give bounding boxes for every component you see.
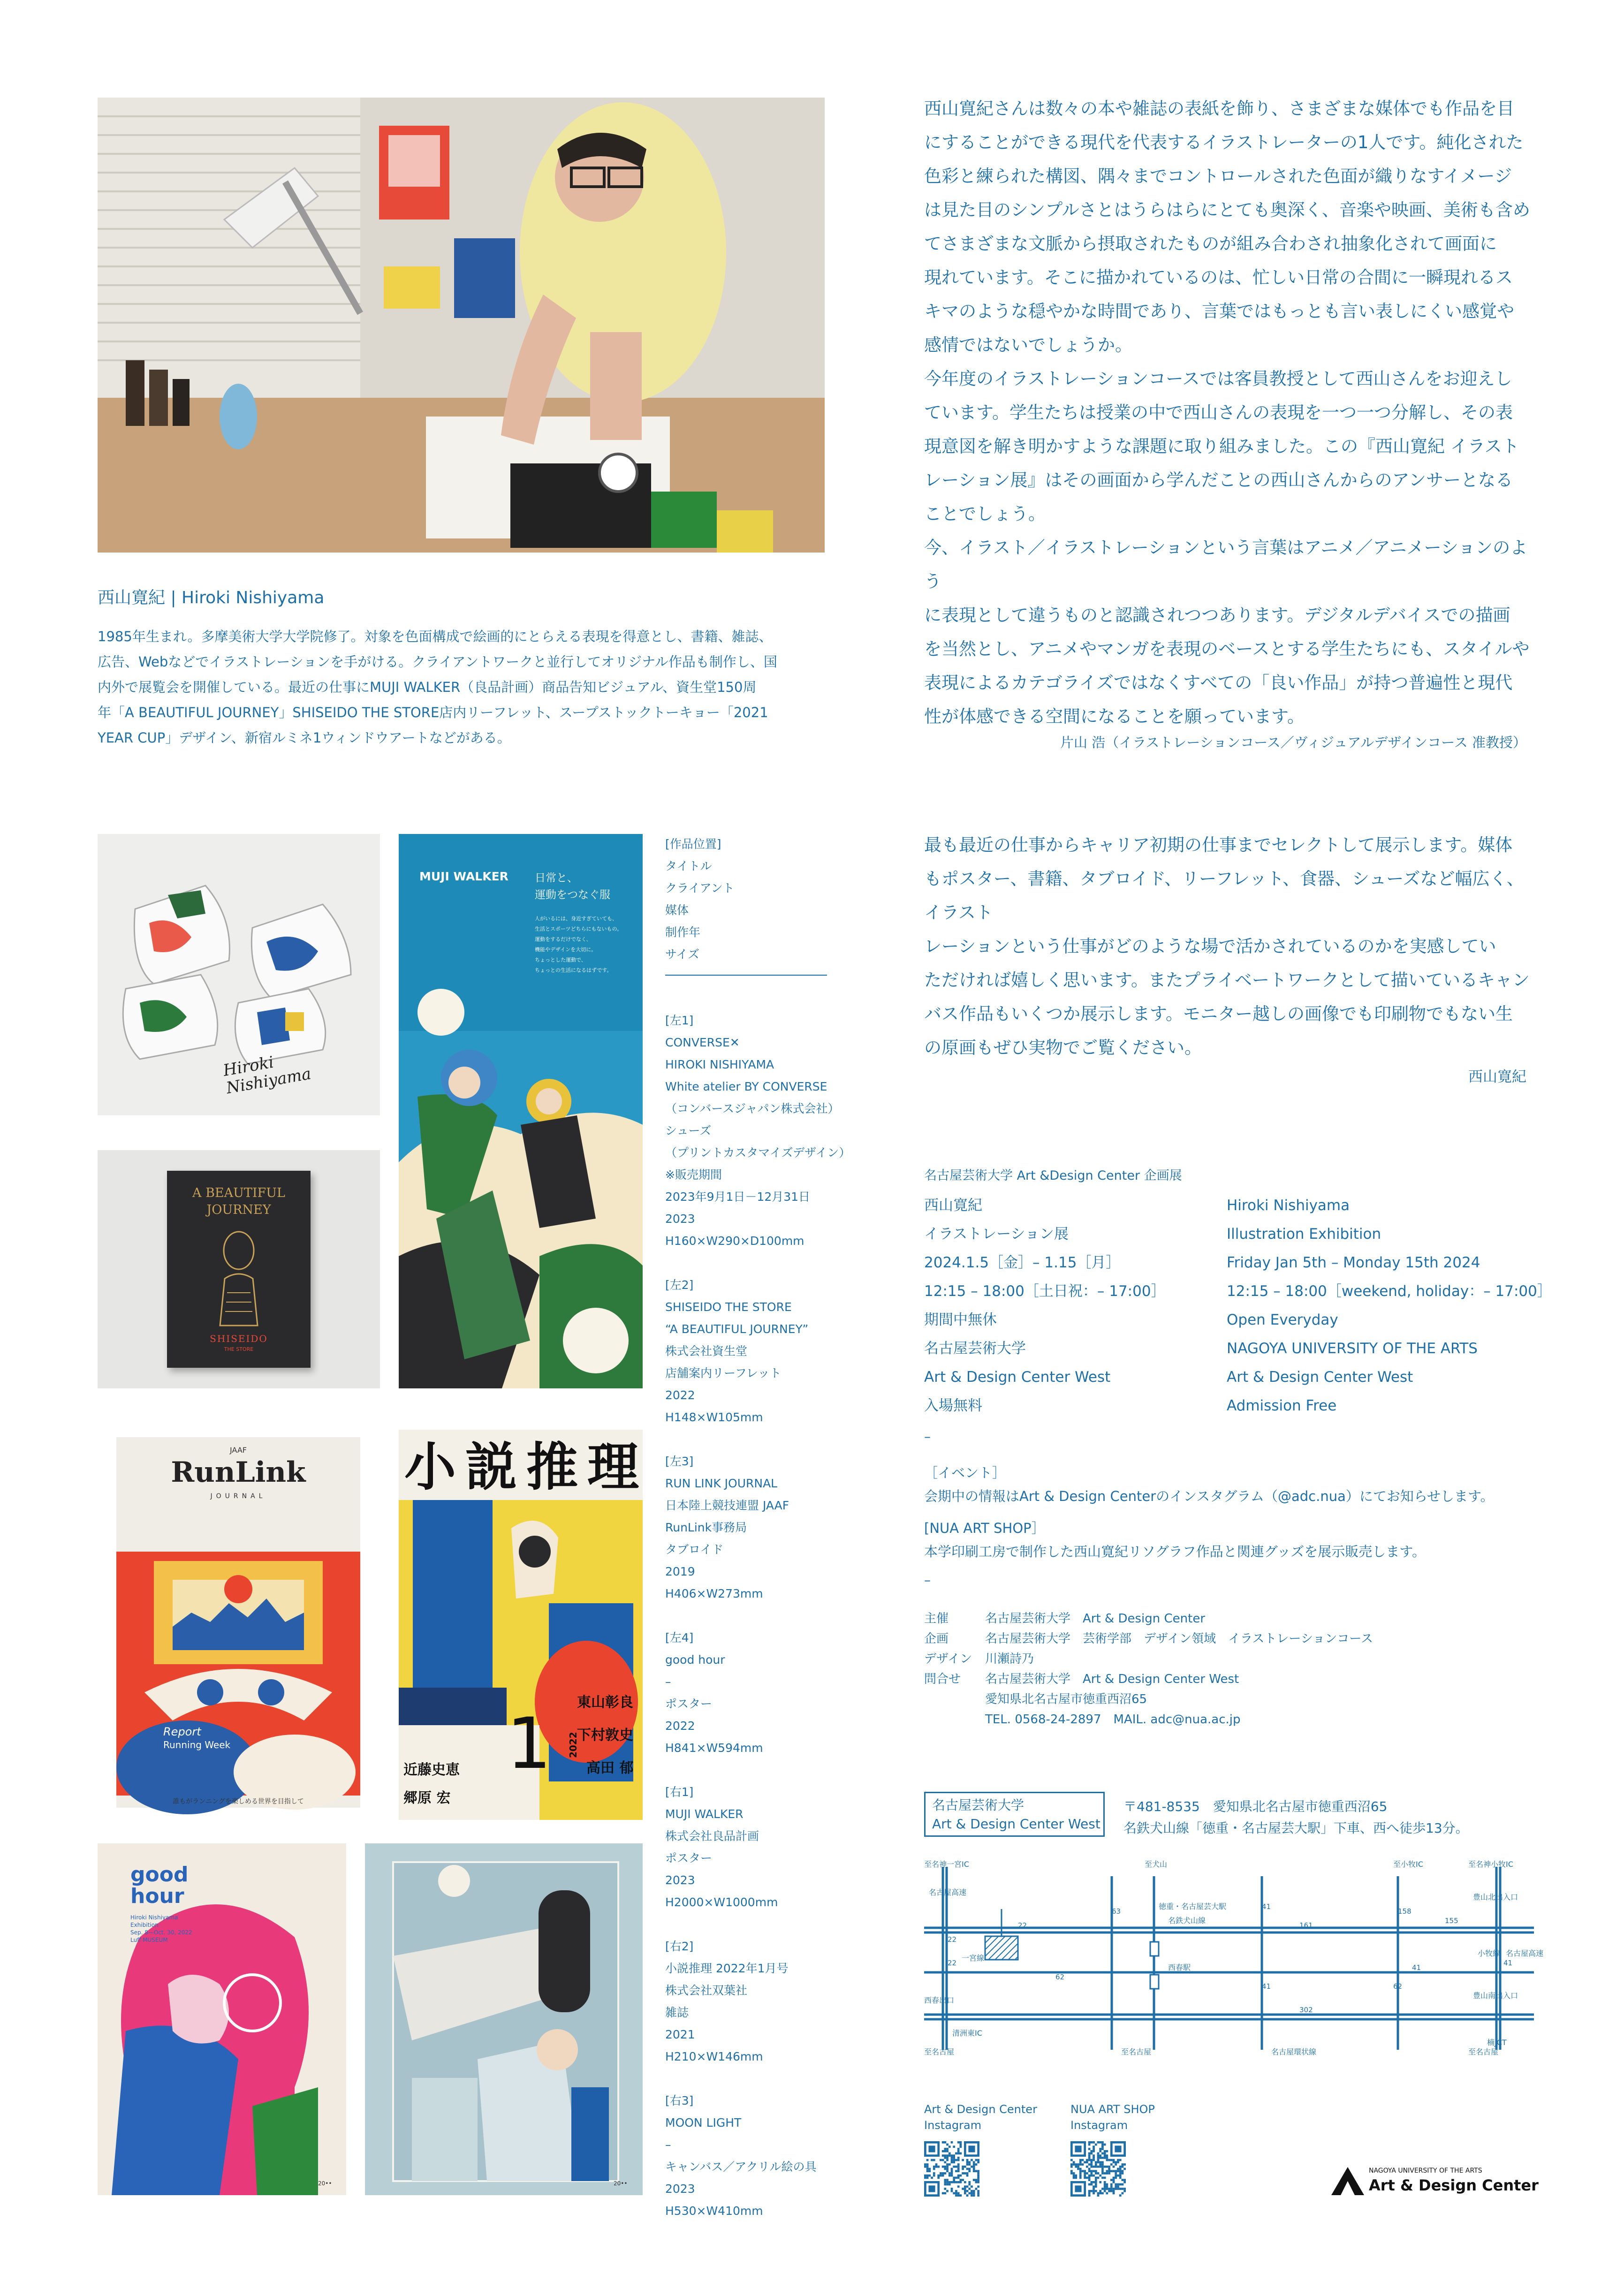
access-box: [924, 1792, 1105, 1837]
runlink-title: RunLink: [171, 1456, 306, 1489]
intro-text: 西山寛紀さんは数々の本や雑誌の表紙を飾り、さまざまな媒体でも作品を目 にすることができる現代を代表するイラストレーターの1人です。純化された 色彩と練られた構図、隅々までコントロールされた色面が織りなすイメージ は見た目のシンプルさとはうらはらにとても奥深く、音楽や映画、美術も含め てさまざまな文脈から摂取されたものが組み合わされ抽象化されて画面に 現れています。そこに描かれているのは、忙しい日常の合間に一瞬現れるス キマのような穏やかな時間であり、言葉ではもっとも言い表しにくい感覚や 感情ではないでしょうか。 今年度のイラストレーションコースでは客員教授として西山さんをお迎えし ています。学生たちは授業の中で西山さんの表現を一つ一つ分解し、その表 現意図を解き明かすような課題に取り組みました。この『西山寛紀 イラスト レーション展』はその画面から学んだことの西山さんからのアンサーとなる ことでしょう。 今、イラスト／イラストレーションという言葉はアニメ／アニメーションのよう に表現として違うものと認識されつつあります。デジタルデバイスでの描画 を当然とし、アニメやマンガを表現のベースとする学生たちにも、スタイルや 表現によるカテゴライズではなくすべての「良い作品」が持つ普遍性と現代 性が体感できる空間になることを願っています。: [924, 99, 1530, 727]
map-label: 名古屋環状線: [1271, 2047, 1317, 2056]
staff-table: [924, 1609, 1373, 1730]
exhibition-info-en: [1227, 1191, 1552, 1420]
credit-line: [665, 2068, 827, 2090]
event-heading: ［イベント］: [924, 1465, 1006, 1481]
credit-line: 雑誌: [665, 2006, 689, 2019]
credit-line: 2023年9月1日－12月31日: [665, 1190, 811, 1204]
journey-title: A BEAUTIFUL JOURNEY: [192, 1186, 285, 1217]
credit-line: MUJI WALKER: [665, 1807, 744, 1821]
goodhour-sub: Hiroki Nishiyama Exhibition Sep. 8—Oct. 30, 2022 Luff MUSEUM: [130, 1914, 192, 1943]
map-label: 楠JCT: [1487, 2038, 1507, 2047]
instagram-shop-sub: Instagram: [1070, 2119, 1128, 2132]
credit-line: 2022: [665, 1388, 695, 1402]
work-goodhour-image: [98, 1843, 346, 2195]
instagram-adc-title: Art & Design Center: [924, 2103, 1037, 2116]
map-label: 名古屋高速: [929, 1888, 967, 1897]
credit-line: 株式会社良品計画: [665, 1829, 759, 1843]
credit-line: MOON LIGHT: [665, 2116, 742, 2129]
credit-line: 小説推理 2022年1月号: [665, 1962, 789, 1975]
novel-title-char: 推: [526, 1437, 578, 1497]
info-row-en: Art & Design Center West: [1227, 1369, 1413, 1386]
credit-line: [作品位置]: [665, 837, 721, 851]
credit-line: タイトル: [665, 859, 712, 873]
staff-role: [924, 1710, 985, 1730]
map-label: 至名古屋: [1121, 2047, 1152, 2056]
work-moonlight-image: [365, 1843, 643, 2195]
credit-line: “A BEAUTIFUL JOURNEY”: [665, 1322, 809, 1336]
map-label: 清洲東IC: [952, 2029, 982, 2038]
goodhour-title: good hour: [130, 1863, 189, 1908]
credit-line: White atelier BY CONVERSE: [665, 1080, 827, 1093]
route-number: 41: [1262, 1902, 1271, 1911]
staff-value: 川瀬詩乃: [985, 1652, 1034, 1666]
credit-line: [右3]: [665, 2094, 694, 2107]
credit-line: （コンバースジャパン株式会社）: [665, 1102, 840, 1115]
credit-line: H841×W594mm: [665, 1741, 763, 1755]
intro-signature: 片山 浩（イラストレーションコース／ヴィジュアルデザインコース 准教授）: [1060, 735, 1526, 750]
route-number: 22: [948, 1959, 957, 1967]
staff-row: [924, 1629, 1373, 1649]
credit-line: H210×W146mm: [665, 2050, 763, 2063]
shop-heading: [NUA ART SHOP］: [924, 1520, 1045, 1536]
credit-line: RUN LINK JOURNAL: [665, 1477, 778, 1490]
credit-line: [左1]: [665, 1014, 694, 1027]
credit-line: [665, 1428, 827, 1450]
credit-line: 店舗案内リーフレット: [665, 1366, 782, 1380]
map-label: 至名神一宮IC: [924, 1860, 969, 1869]
instagram-adc-sub: Instagram: [924, 2119, 982, 2132]
credit-line: ポスター: [665, 1697, 713, 1711]
credit-line: H530×W410mm: [665, 2204, 763, 2218]
info-row-ja: 期間中無休: [924, 1311, 997, 1328]
info-row-ja: 名古屋芸術大学: [924, 1340, 1026, 1357]
map-label: 一宮線: [962, 1954, 985, 1963]
info-row-en: Friday Jan 5th – Monday 15th 2024: [1227, 1254, 1480, 1271]
credit-line: タブロイド: [665, 1543, 724, 1556]
staff-value: 愛知県北名古屋市徳重西沼65: [985, 1692, 1147, 1706]
credit-line: H148×W105mm: [665, 1410, 763, 1424]
credit-line: シューズ: [665, 1124, 712, 1137]
artist-message: 最も最近の仕事からキャリア初期の仕事までセレクトして展示します。媒体 もポスター、書籍、タブロイド、リーフレット、食器、シューズなど幅広く、イラスト レーションという仕事がどのような場で活かされているのかを実感してい ただければ嬉しく思います。またプライベートワークとして描いているキャン バス作品もいくつか展示します。モニター越しの画像でも印刷物でもない生 の原画もぜひ実物でご覧ください。: [924, 835, 1530, 1058]
map-label: 至名古屋: [924, 2047, 955, 2056]
info-row-ja: 入場無料: [924, 1397, 982, 1414]
credits-divider: [665, 975, 827, 976]
staff-row: [924, 1649, 1373, 1669]
map-label: 西春駅: [1168, 1963, 1191, 1972]
work-muji-image: [399, 834, 643, 1388]
route-number: 41: [1262, 1982, 1271, 1991]
info-row-ja: Art & Design Center West: [924, 1369, 1111, 1386]
credit-line: H160×W290×D100mm: [665, 1234, 804, 1248]
staff-value: 名古屋芸術大学 Art & Design Center: [985, 1612, 1206, 1626]
info-row-en: Illustration Exhibition: [1227, 1226, 1381, 1243]
novel-title-char: 理: [587, 1437, 639, 1497]
credit-line: ※販売期間: [665, 1168, 722, 1182]
credit-line: 2022: [665, 1719, 695, 1733]
shop-text: 本学印刷工房で制作した西山寛紀リソグラフ作品と関連グッズを展示販売します。: [924, 1544, 1426, 1560]
route-number: 22: [948, 1935, 957, 1944]
credit-line: 日本陸上競技連盟 JAAF: [665, 1499, 789, 1512]
credit-line: good hour: [665, 1653, 725, 1667]
journey-brand: SHISEIDO: [210, 1333, 268, 1344]
credit-line: H406×W273mm: [665, 1587, 763, 1600]
novel-year: 2022: [568, 1732, 579, 1758]
credit-line: [左3]: [665, 1455, 694, 1468]
works-credits: [665, 833, 851, 2222]
credit-line: 2023: [665, 1212, 695, 1226]
credit-line: 株式会社双葉社: [665, 1984, 748, 1997]
credit-line: [左2]: [665, 1278, 694, 1292]
exhibition-info-ja: [924, 1191, 1166, 1420]
staff-value: 名古屋芸術大学 芸術学部 デザイン領域 イラストレーションコース: [985, 1632, 1374, 1646]
credit-line: 2023: [665, 2182, 695, 2196]
artist-photo: [98, 98, 825, 553]
info-row-ja: 西山寛紀: [924, 1197, 982, 1214]
route-number: 302: [1299, 2006, 1313, 2014]
route-number: 63: [1112, 1907, 1121, 1916]
novel-name: 郷原 宏: [403, 1790, 451, 1806]
novel-title-char: 小: [404, 1437, 456, 1497]
access-box-line2: Art & Design Center West: [932, 1816, 1100, 1832]
artist-message-signature: 西山寛紀: [1468, 1068, 1526, 1085]
route-number: 161: [1299, 1921, 1313, 1930]
novel-name: 高田 郁: [586, 1760, 634, 1776]
moonlight-mark: 20••: [614, 2180, 628, 2187]
route-number: 62: [1055, 1973, 1065, 1981]
credit-line: 2021: [665, 2028, 695, 2041]
route-number: 41: [1503, 1959, 1513, 1967]
runlink-masthead-top: JAAF: [230, 1446, 247, 1455]
map-label: 名古屋高速: [1506, 1949, 1544, 1958]
artist-signature: Hiroki Nishiyama: [221, 1053, 313, 1098]
map-label: 小牧線: [1478, 1949, 1501, 1958]
access-address: 〒481-8535 愛知県北名古屋市徳重西沼65: [1123, 1799, 1388, 1814]
info-row-en: Open Everyday: [1227, 1311, 1338, 1328]
credit-line: H2000×W1000mm: [665, 1895, 778, 1909]
nua-logo: [1331, 2167, 1539, 2195]
novel-name: 近藤史恵: [403, 1762, 460, 1778]
muji-headline: 日常と、 運動をつなぐ服: [535, 872, 610, 901]
credit-line: –: [665, 1675, 671, 1689]
map-label: 至名神小牧IC: [1468, 1860, 1513, 1869]
map-label: 豊山北出入口: [1473, 1893, 1518, 1902]
access-box-line1: 名古屋芸術大学: [932, 1797, 1024, 1813]
runlink-report-sub: Running Week: [163, 1739, 231, 1750]
novel-title-char: 説: [465, 1437, 517, 1497]
map-label: 豊山南出入口: [1473, 1991, 1518, 2000]
staff-value: TEL. 0568-24-2897 MAIL. adc@nua.ac.jp: [985, 1713, 1241, 1727]
map-label: 徳重・名古屋芸大駅: [1159, 1902, 1227, 1911]
novel-issue: 1: [507, 1703, 552, 1785]
route-number: 155: [1445, 1917, 1458, 1925]
staff-value: 名古屋芸術大学 Art & Design Center West: [985, 1672, 1239, 1686]
staff-row: [924, 1609, 1373, 1629]
credit-line: （プリントカスタマイズデザイン）: [665, 1146, 851, 1159]
credit-line: クライアント: [665, 881, 735, 895]
access-route: 名鉄犬山線「徳重・名古屋芸大駅」下車、西へ徒歩13分。: [1123, 1820, 1469, 1836]
qr-code-shop[interactable]: [1070, 2141, 1126, 2197]
map-label: 至犬山: [1145, 1860, 1168, 1869]
info-row-en: Admission Free: [1227, 1397, 1337, 1414]
access-map: [924, 1857, 1544, 2059]
map-label: 西春出口: [924, 1996, 955, 2005]
artist-bio: 1985年生まれ。多摩美術大学大学院修了。対象を色面構成で絵画的にとらえる表現を得意とし、書籍、雑誌、 広告、Webなどでイラストレーションを手がける。クライアントワークと並行してオリジナル作品も制作し、国 内外で展覧会を開催している。最近の仕事にMUJI WALKER（良品計画）商品告知ビジュアル、資生堂150周 年「A BEAUTIFUL JOURNEY」SHISEIDO THE STORE店内リーフレット、スープストックトーキョー「2021 YEAR CUP」デザイン、新宿ルミネ1ウィンドウアートなどがある。: [98, 629, 777, 746]
credit-line: SHISEIDO THE STORE: [665, 1300, 792, 1314]
event-text: 会期中の情報はArt & Design Centerのインスタグラム（@adc.nua）にてお知らせします。: [924, 1488, 1494, 1504]
muji-brand: MUJI WALKER: [419, 870, 508, 883]
artist-name: 西山寛紀 | Hiroki Nishiyama: [98, 588, 325, 607]
credit-line: キャンバス／アクリル絵の具: [665, 2160, 817, 2174]
info-row-en: Hiroki Nishiyama: [1227, 1197, 1350, 1214]
novel-name: 東山彰良: [577, 1694, 633, 1711]
credit-line: ポスター: [665, 1851, 713, 1865]
credit-line: [665, 1759, 827, 1781]
info-row-en: 12:15 – 18:00［weekend, holiday：– 17:00］: [1227, 1283, 1552, 1300]
logo-line2: Art & Design Center: [1369, 2176, 1539, 2194]
staff-role: 主催: [924, 1612, 949, 1626]
info-row-ja: 2024.1.5［金］– 1.15［月］: [924, 1254, 1121, 1271]
credit-line: 2023: [665, 1873, 695, 1887]
muji-body: 人がいるには、身近すぎていても、 生活とスポーツどちらにもないもの。 運動をするだけでなく、 機能やデザインを大切に。 ちょっとした運動で、 ちょっとの生活になるはずです。: [535, 916, 622, 973]
map-label: 至名古屋: [1468, 2047, 1499, 2056]
staff-role: デザイン: [924, 1652, 972, 1666]
novel-title: [404, 1439, 639, 1495]
work-runlink-image: [98, 1430, 380, 1820]
instagram-shop-title: NUA ART SHOP: [1070, 2103, 1155, 2116]
runlink-report: Report: [163, 1725, 201, 1738]
credit-line: 株式会社資生堂: [665, 1344, 748, 1358]
info-row-en: NAGOYA UNIVERSITY OF THE ARTS: [1227, 1340, 1478, 1357]
credit-line: [665, 1252, 827, 1274]
work-novel-image: [399, 1430, 643, 1820]
map-label: 名鉄犬山線: [1168, 1916, 1206, 1925]
route-number: 41: [1412, 1963, 1421, 1972]
dash-separator: –: [924, 1429, 931, 1444]
credit-line: 2019: [665, 1565, 695, 1578]
work-converse-image: [98, 834, 380, 1115]
credit-line: –: [665, 2138, 671, 2152]
credit-line: 制作年: [665, 925, 701, 939]
credit-line: HIROKI NISHIYAMA: [665, 1058, 774, 1071]
info-row-ja: 12:15 – 18:00［土日祝：– 17:00］: [924, 1283, 1166, 1300]
staff-role: 企画: [924, 1632, 949, 1646]
journey-sub: THE STORE: [224, 1346, 254, 1352]
map-label: 至小牧IC: [1393, 1860, 1423, 1869]
credit-line: [665, 987, 827, 1009]
credit-line: [右1]: [665, 1785, 694, 1799]
credit-line: RunLink事務局: [665, 1521, 747, 1534]
novel-name: 下村敦史: [577, 1727, 633, 1743]
credit-line: [665, 1605, 827, 1627]
dash-separator: –: [924, 1572, 931, 1588]
credit-line: CONVERSE✕: [665, 1036, 740, 1049]
credit-line: [665, 965, 827, 987]
staff-role: [924, 1690, 985, 1710]
runlink-masthead-bottom: JOURNAL: [210, 1493, 266, 1500]
exhibition-organizer: 名古屋芸術大学 Art &Design Center 企画展: [924, 1168, 1182, 1183]
credit-line: [左4]: [665, 1631, 694, 1644]
qr-code-adc[interactable]: [924, 2141, 979, 2197]
work-journey-image: [98, 1150, 380, 1388]
credit-line: 媒体: [665, 903, 689, 917]
nua-logo-mark-icon: [1331, 2167, 1364, 2195]
runlink-tagline: 誰もがランニングを楽しめる世界を目指して: [173, 1798, 304, 1805]
journey-booklet: [167, 1171, 311, 1368]
credit-line: [665, 1913, 827, 1935]
instagram-adc-label: [924, 2101, 1037, 2133]
credit-line: サイズ: [665, 947, 700, 961]
route-number: 158: [1398, 1907, 1412, 1916]
staff-row: [924, 1690, 1373, 1710]
staff-row: [924, 1669, 1373, 1690]
goodhour-mark: 20••: [318, 2180, 332, 2187]
instagram-shop-label: [1070, 2101, 1155, 2133]
staff-role: 問合せ: [924, 1672, 961, 1686]
info-row-ja: イラストレーション展: [924, 1226, 1069, 1243]
route-number: 62: [1393, 1982, 1403, 1991]
logo-line1: NAGOYA UNIVERSITY OF THE ARTS: [1369, 2167, 1482, 2175]
staff-row: [924, 1710, 1373, 1730]
credit-line: [右2]: [665, 1940, 694, 1953]
route-number: 22: [1018, 1921, 1027, 1930]
